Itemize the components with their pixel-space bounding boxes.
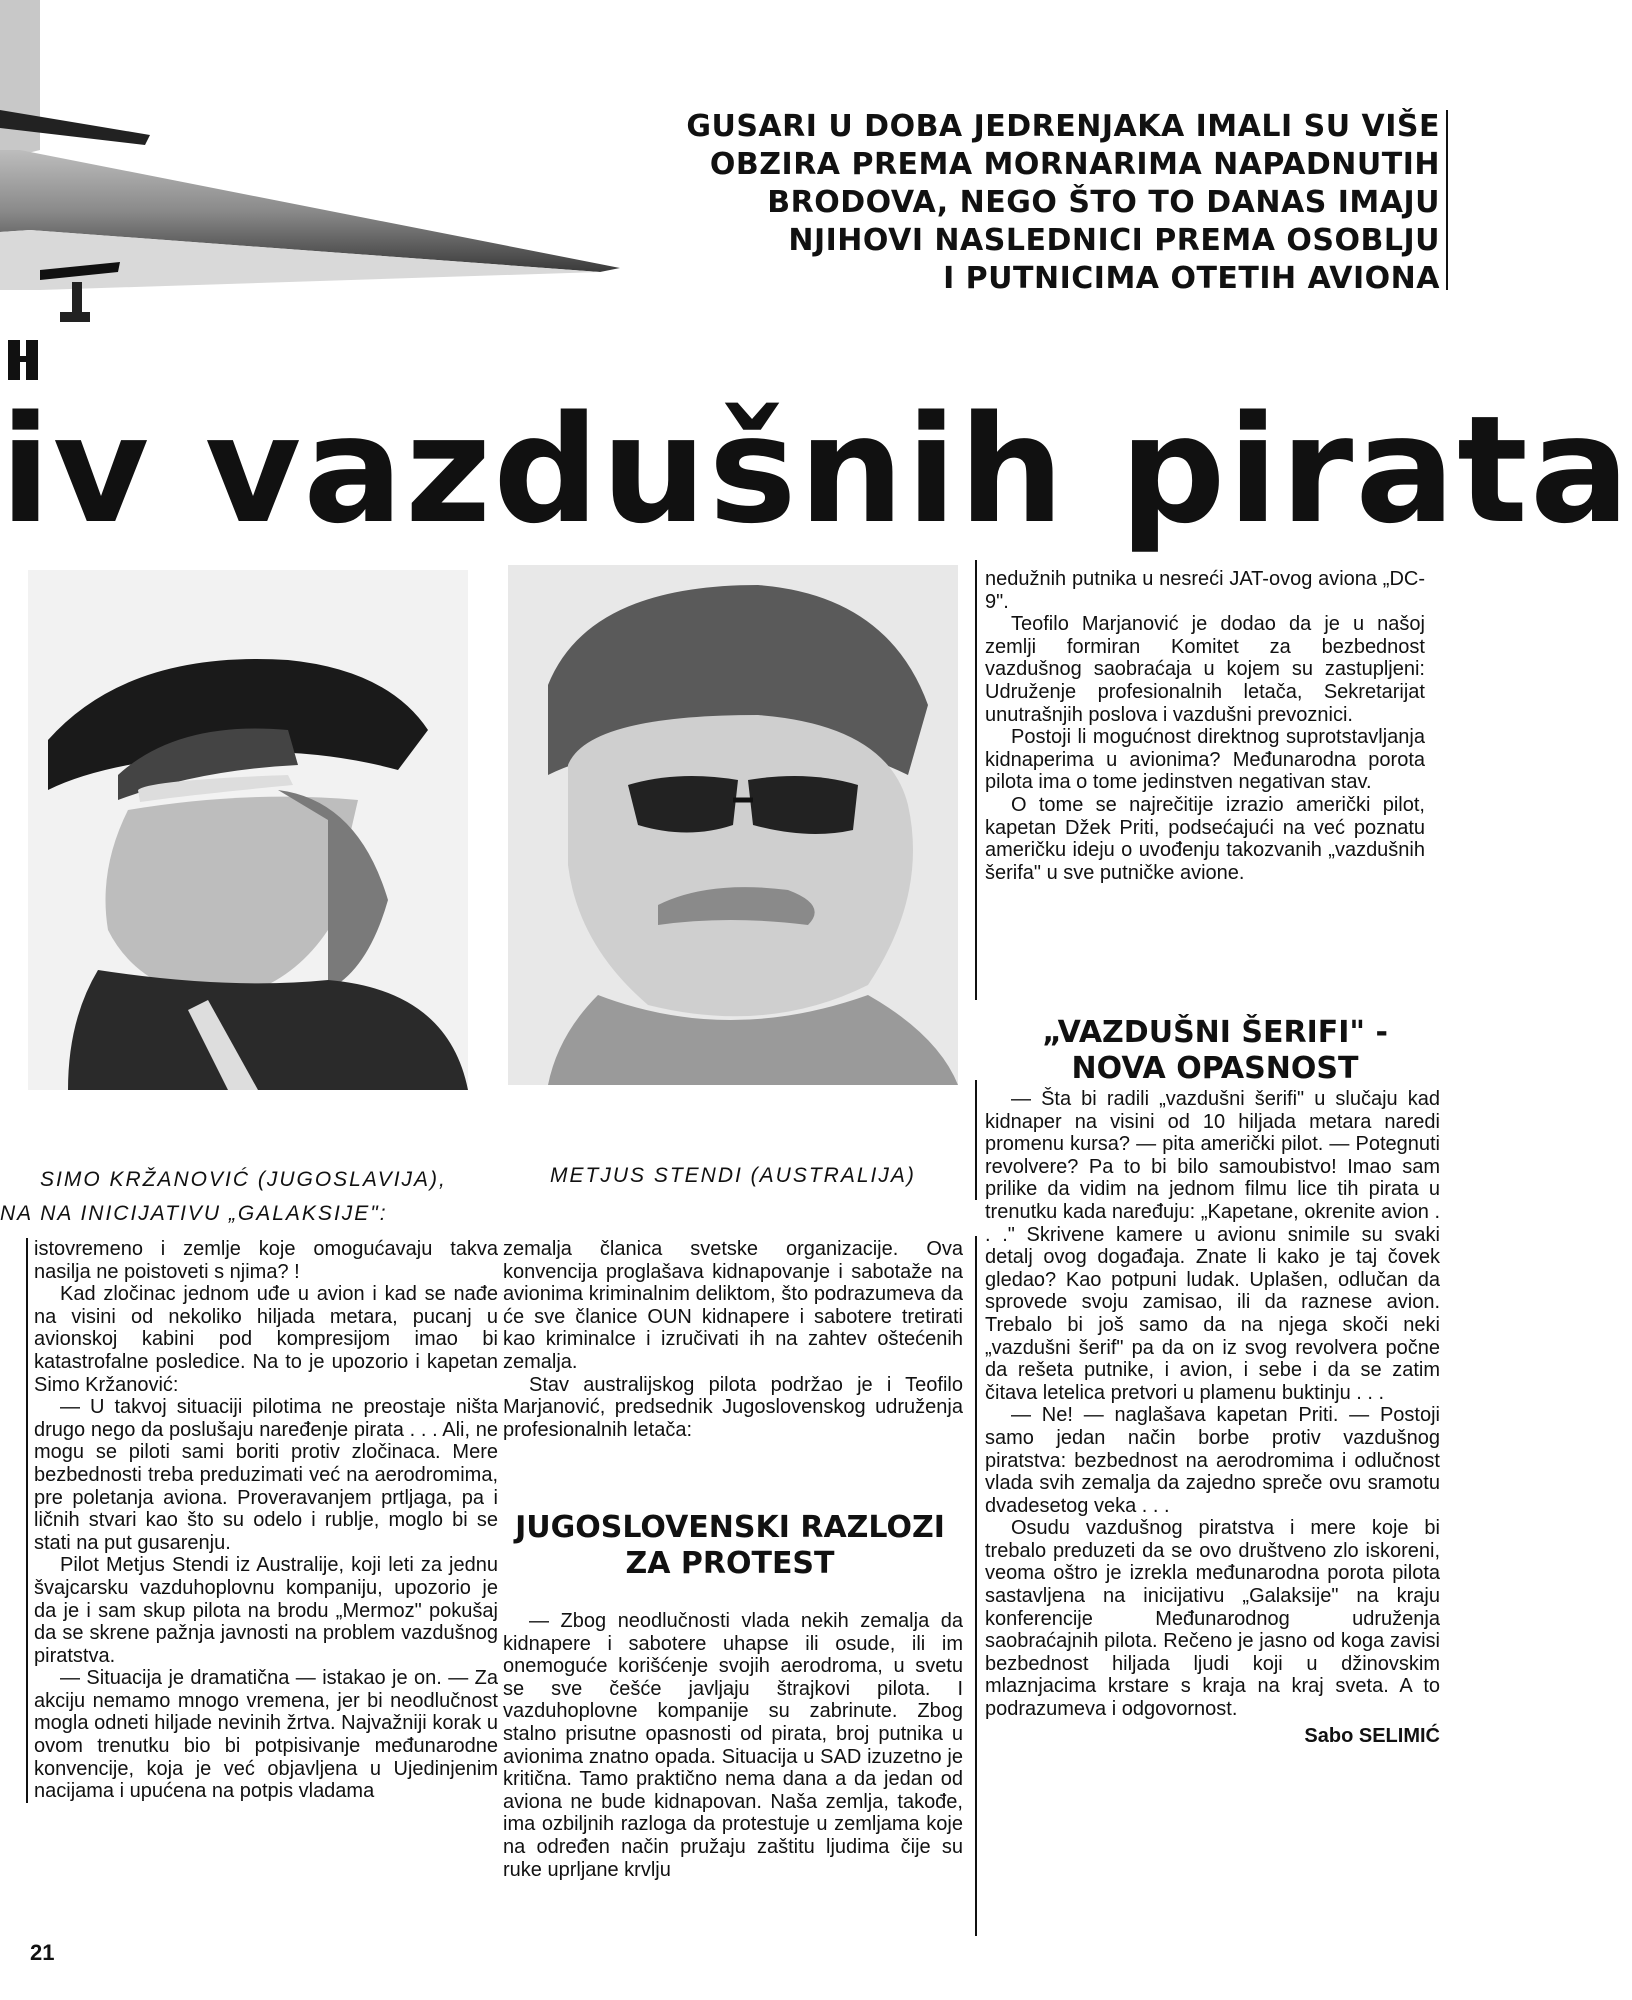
paragraph: — Ne! — naglašava kapetan Priti. — Postoji samo jedan način borbe protiv vazdušnog piratstva: bezbednost na aerodromima i odlučnost vlada svih zemalja da zajedno spreče ovu sramotu dvadesetog veka . . .	[985, 1404, 1440, 1517]
caption-continued: NA NA INICIJATIVU „GALAKSIJE":	[0, 1202, 388, 1225]
column-b	[503, 1238, 963, 1441]
deck-text	[600, 108, 1440, 298]
headline: iv vazdušnih pirata	[0, 384, 1632, 556]
paragraph: Pilot Metjus Stendi iz Australije, koji leti za jednu švajcarsku vazduhoplovnu kompaniju, upozorio je da je i sam skup pilota na brodu „Mermoz" pokušaj da se skrene pažnja javnosti na problem vazdušnog piratstva.	[34, 1554, 498, 1667]
column-divider	[975, 1236, 977, 1936]
subheading-vazdusni-serifi: „VAZDUŠNI ŠERIFI" - NOVA OPASNOST	[1042, 1015, 1388, 1086]
paragraph: — U takvoj situaciji pilotima ne preostaje ništa drugo nego da poslušaju naređenje pirata . . . Ali, ne mogu se piloti sami boriti protiv zločinaca. Mere bezbednosti treba preduzimati već na aerodromima, pre poletanja aviona. Proveravanjem prtljaga, pa i ličnih stvari kao što su odelo i rublje, moglo bi se stati na put gusarenju.	[34, 1396, 498, 1554]
deck-line: GUSARI U DOBA JEDRENJAKA IMALI SU VIŠE	[686, 109, 1440, 144]
paragraph: O tome se najrečitije izrazio američki pilot, kapetan Džek Priti, podsećajući na već poznatu američku ideju o uvođenju takozvanih „vazdušnih šerifa" u sve putničke avione.	[985, 793, 1425, 884]
deck-line: OBZIRA PREMA MORNARIMA NAPADNUTIH	[709, 147, 1440, 182]
column-divider	[975, 1080, 977, 1200]
paragraph: Stav australijskog pilota podržao je i Teofilo Marjanović, predsednik Jugoslovenskog udruženja profesionalnih letača:	[503, 1373, 963, 1441]
paragraph: Osudu vazdušnog piratstva i mere koje bi trebalo preduzeti da se ovo društveno zlo iskoreni, veoma oštro je izrekla međunarodna porota pilota sastavljena na inicijativu „Galaksije" na kraju konferencije Međunarodnog udruženja saobraćajnih pilota. Rečeno je jasno od koga zavisi bezbednost hiljada ljudi koji u džinovskim mlaznjacima krstare s kraja na kraj sveta. A to podrazumeva i odgovornost.	[985, 1517, 1440, 1721]
paragraph: Postoji li mogućnost direktnog suprotstavljanja kidnaperima u avionima? Međunarodna porota pilota ima o tome jedinstven negativan stav.	[985, 726, 1425, 794]
paragraph: Kad zločinac jednom uđe u avion i kad se nađe na visini od nekoliko hiljada metara, pucanj u avionskoj kabini pod kompresijom imao bi katastrofalne posledice. Na to je upozorio i kapetan Simo Kržanović:	[34, 1283, 498, 1396]
column-divider	[975, 560, 977, 1000]
portrait-photo-simo	[28, 570, 468, 1090]
column-c	[985, 1088, 1440, 1747]
deck-rule	[1446, 110, 1448, 290]
deck-line: BRODOVA, NEGO ŠTO TO DANAS IMAJU	[767, 185, 1440, 220]
page-number: 21	[30, 1940, 55, 1965]
paragraph: — Šta bi radili „vazdušni šerifi" u slučaju kad kidnaper na visini od 10 hiljada metara naredi promenu kursa? — pita američki pilot. — Potegnuti revolvere? Pa to bi bilo samoubistvo! Imao sam prilike da vidim na jednom filmu lice tih pirata u trenutku kada naređuju: „Kapetane, okrenite avion . . ." Skrivene kamere u avionu snimile su svaki detalj ovog događaja. Znate li kako je taj čovek gledao? Kao potpuni ludak. Uplašen, odlučan da sprovede svoju zamisao, ili da raznese avion. Trebalo bi još samo da na njega skoči neki „vazdušni šerif" pa da on iz svog revolvera počne da rešeta putnike, i avion, i sebe i da se zatim čitava letelica pretvori u plamenu buktinju . . .	[985, 1088, 1440, 1404]
paragraph: nedužnih putnika u nesreći JAT-ovog aviona „DC-9".	[985, 568, 1425, 613]
paragraph: Teofilo Marjanović je dodao da je u našoj zemlji formiran Komitet za bezbednost vazdušnog saobraćaja u kojem su zastupljeni: Udruženje profesionalnih letača, Sekretarijat unutrašnjih poslova i vazdušni prevoznici.	[985, 613, 1425, 726]
column-b-continued	[503, 1610, 963, 1881]
subheading-jugoslovenski-razlozi: JUGOSLOVENSKI RAZLOZI ZA PROTEST	[515, 1510, 945, 1581]
photo-caption-metjus: METJUS STENDI (AUSTRALIJA)	[550, 1164, 916, 1187]
paragraph: istovremeno i zemlje koje omogućavaju takva nasilja ne poistoveti s njima? !	[34, 1238, 498, 1283]
column-right-top	[985, 568, 1425, 884]
portrait-photo-metjus	[508, 565, 958, 1085]
airplane-photo	[0, 0, 640, 380]
deck-line: NJIHOVI NASLEDNICI PREMA OSOBLJU	[788, 223, 1440, 258]
paragraph: zemalja članica svetske organizacije. Ova konvencija proglašava kidnapovanje i sabotaže na avionima kriminalnim deliktom, što podrazumeva da će sve članice OUN kidnapere i sabotere tretirati kao kriminalce i izručivati ih na zahtev oštećenih zemalja.	[503, 1238, 963, 1373]
deck-line: I PUTNICIMA OTETIH AVIONA	[943, 261, 1440, 296]
photo-caption-simo: SIMO KRŽANOVIĆ (JUGOSLAVIJA),	[40, 1168, 447, 1191]
paragraph: — Situacija je dramatična — istakao je on. — Za akciju nemamo mnogo vremena, jer bi neodlučnost mogla odneti hiljade nevinih žrtva. Najvažniji korak u ovom trenutku bio bi potpisivanje međunarodne konvencije, koja je već objavljena u Ujedinjenim nacijama i upućena na potpis vladama	[34, 1667, 498, 1803]
author-byline: Sabo SELIMIĆ	[1304, 1724, 1440, 1747]
column-a	[26, 1238, 498, 1803]
paragraph: — Zbog neodlučnosti vlada nekih zemalja da kidnapere i sabotere uhapse ili osude, ili im onemoguće korišćenje svojih aerodroma, u svetu se sve češće javljaju štrajkovi pilota. I vazduhoplovne kompanije su zabrinute. Zbog stalno prisutne opasnosti od pirata, broj putnika u avionima znatno opada. Situacija u SAD izuzetno je kritična. Tamo praktično nema dana a da jedan od aviona ne bude kidnapovan. Naša zemlja, takođe, ima ozbiljnih razloga da protestuje u zemljama koje na određen način pružaju zaštitu ljudima čije su ruke uprljane krvlju	[503, 1610, 963, 1881]
